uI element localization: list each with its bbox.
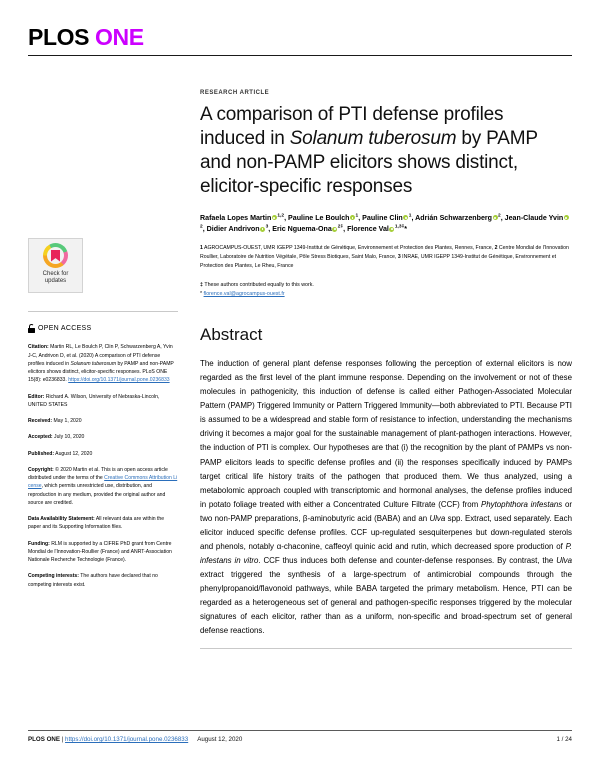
- author-separator: ,: [411, 213, 416, 222]
- affiliation-text: AGROCAMPUS-OUEST, UMR IGEPP 1349-Institut de Génétique, Environnement et Protection des Plantes, Rennes, France,: [202, 244, 495, 251]
- plos-one-logo: [28, 26, 572, 49]
- author-separator: *: [404, 225, 408, 234]
- received-block: [28, 417, 178, 425]
- author-name: Pauline Le Boulch: [288, 213, 350, 222]
- accepted-block: [28, 433, 178, 441]
- text-run: spp. Extract, used separately. Each elicitor induced specific defense profiles. CCF up-regulated sesquiterpenes but down-regulated sterols and phenols, notably α-chaconine, caffeoyl quinic acid and rutin, which decreased spore production of: [200, 513, 572, 551]
- footer-doi-link[interactable]: https://doi.org/10.1371/journal.pone.0236833: [65, 736, 189, 743]
- page-title: [200, 103, 572, 199]
- competing-interests-block: [28, 572, 178, 589]
- affiliation-text: INRAE, UMR IGEPP 1349-Institut de Génétique, Environnement et Protection des Plantes, Le Rheu, France: [200, 253, 557, 269]
- footer-date: August 12, 2020: [197, 736, 243, 743]
- editor-block: [28, 393, 178, 410]
- text-run: A comparison of PTI defense profiles induced in: [200, 104, 504, 149]
- italic-run: Ulva: [429, 513, 446, 523]
- editor-label: Editor:: [28, 393, 45, 400]
- author-separator: ,: [343, 225, 348, 234]
- open-lock-icon: [28, 324, 35, 333]
- affiliation-list: [200, 244, 572, 271]
- funding-text: RLM is supported by a CIFRE PhD grant from Centre Mondial de l'Innovation-Roullier (France) and ANRT-Association Nationale Recherche Technologie (France).: [28, 540, 172, 564]
- logo-plos-text: PLOS: [28, 24, 90, 50]
- author-list: [200, 213, 572, 236]
- abstract-body: [200, 357, 572, 638]
- author-affiliation-marker: 2‡: [337, 224, 344, 230]
- equal-contribution-note: [200, 281, 572, 290]
- funding-block: [28, 540, 178, 565]
- orcid-icon[interactable]: [350, 215, 355, 220]
- article-type-kicker: RESEARCH ARTICLE: [200, 90, 270, 96]
- data-availability-label: Data Availability Statement:: [28, 516, 95, 523]
- orcid-icon[interactable]: [272, 215, 277, 220]
- open-access-badge: [28, 323, 178, 334]
- corresponding-email-link[interactable]: florence.val@agrocampus-ouest.fr: [203, 290, 285, 297]
- italic-run: Ulva: [556, 555, 572, 565]
- masthead: [28, 26, 572, 56]
- author-affiliation-marker: 2: [200, 224, 203, 230]
- main-column: [200, 90, 572, 649]
- published-date: August 12, 2020: [54, 450, 93, 457]
- received-date: May 1, 2020: [52, 418, 82, 425]
- corresponding-marker: *: [200, 290, 203, 297]
- author-name: Rafaela Lopes Martin: [200, 213, 272, 222]
- author-notes: [200, 281, 572, 300]
- orcid-icon[interactable]: [389, 227, 394, 232]
- citation-block: [28, 343, 178, 384]
- copyright-block: [28, 466, 178, 507]
- text-run: extract triggered the synthesis of a large-spectrum of antimicrobial compounds through the phenylpropanoid/flavonoid pathways, while BABA targeted the primary metabolism. Hence, PTI can be regarded as a heterogeneous set of general and pathogen-specific responses triggered by the molecular signatures of each elicitor, rather than as a uniform, non-specific and broad-spectrum set of general defense reactions.: [200, 570, 572, 636]
- page-footer: [28, 730, 572, 743]
- cc-license-link[interactable]: Creative Commons Attribution License: [28, 475, 178, 490]
- author-separator: ,: [202, 225, 207, 234]
- bookmark-flag-icon: [51, 250, 60, 262]
- data-availability-text: All relevant data are within the paper and its Supporting Information files.: [28, 516, 165, 531]
- crossmark-ring-icon: [43, 243, 68, 268]
- citation-species: Solanum tuberosum: [70, 360, 117, 367]
- footer-separator: |: [59, 736, 66, 743]
- text-run: The induction of general plant defense responses following the perception of external elicitors is now regarded as the first level of the plant immune response. Depending on the involvement or not of these molecules in pathogenicity, this induction of defense is called either Pathogen-Associated Molecular Pattern (PAMP) Triggered Immunity or Pattern Triggered Immunity—both abbreviated to PTI. Because PTI is assumed to be a widespread and stable form of resistance to infection, understanding the mechanisms driving it becomes a major goal for the sustainable management of plant-pathogen interactions. However, the induction of PTI is complex. Our hypotheses are that (i) the recognition by the plant of PAMPs vs non-PAMP elicitors leads to specific defense profiles and (ii) the responses specifically induced by PAMPs target critical life history traits of the pathogen that produced them. We thus analyzed, using a metabolomic approach coupled with transcriptomic and hormonal analyses, the defense profiles induced in potato foliage treated with either a Concentrated Culture Filtrate (CCF) from: [200, 359, 572, 509]
- author-name: Eric Nguema-Ona: [272, 225, 332, 234]
- text-run: . CCF thus induces both defense and counter-defense responses. By contrast, the: [258, 555, 557, 565]
- accepted-label: Accepted:: [28, 434, 53, 441]
- orcid-icon[interactable]: [564, 215, 569, 220]
- orcid-icon[interactable]: [403, 215, 408, 220]
- text-run: or two non-PAMP preparations, β-aminobutyric acid (BABA) and an: [200, 499, 573, 523]
- logo-one-text: ONE: [95, 24, 144, 50]
- abstract-bottom-divider: [200, 648, 572, 649]
- footer-citation: [28, 736, 242, 743]
- author-name: Pauline Clin: [362, 213, 403, 222]
- footer-page-number: 1 / 24: [556, 736, 572, 743]
- affiliation-text: Centre Mondial de l'Innovation Roullier, Laboratoire de Nutrition Végétale, Pôle Stress Biotiques, Saint Malo, France,: [200, 244, 569, 260]
- orcid-icon[interactable]: [332, 227, 337, 232]
- affiliation-number: 3: [397, 253, 401, 260]
- corresponding-author-note: [200, 290, 572, 299]
- affiliation-number: 2: [494, 244, 498, 251]
- author-name: Florence Val: [347, 225, 389, 234]
- author-separator: ,: [268, 225, 273, 234]
- crossmark-badge[interactable]: [28, 238, 83, 293]
- editor-text: Richard A. Wilson, University of Nebraska-Lincoln, UNITED STATES: [28, 393, 160, 408]
- published-block: [28, 450, 178, 458]
- open-access-label: OPEN ACCESS: [38, 325, 92, 332]
- citation-label: Citation:: [28, 344, 49, 351]
- equal-contribution-text: These authors contributed equally to this work.: [204, 281, 314, 288]
- author-affiliation-marker: 1,3‡: [394, 224, 405, 230]
- italic-run: P. infestans in vitro: [200, 541, 572, 565]
- abstract-heading: Abstract: [200, 325, 263, 345]
- author-affiliation-marker: 1: [408, 213, 412, 219]
- author-affiliation-marker: 1: [355, 213, 359, 219]
- crossmark-label-line2: updates: [44, 278, 67, 285]
- italic-run: Solanum tuberosum: [289, 127, 457, 149]
- citation-text-pre: Martin RL, Le Boulch P, Clin P, Schwarzenberg A, Yvin J-C, Andrivon D, et al. (2020) A comparison of PTI defense profiles induced in: [28, 344, 173, 367]
- italic-run: Phytophthora infestans: [481, 499, 563, 509]
- sidebar: [28, 238, 178, 597]
- citation-doi-link[interactable]: https://doi.org/10.1371/journal.pone.0236833: [68, 377, 170, 384]
- crossmark-label: [43, 271, 69, 285]
- footer-journal-name: PLOS ONE: [28, 736, 60, 743]
- author-name: Adrián Schwarzenberg: [415, 213, 493, 222]
- funding-label: Funding:: [28, 540, 50, 547]
- author-name: Didier Andrivon: [206, 225, 260, 234]
- author-separator: ,: [500, 213, 505, 222]
- copyright-text-pre: © 2020 Martin et al. This is an open access article distributed under the terms of the: [28, 466, 168, 482]
- author-affiliation-marker: 3: [265, 224, 269, 230]
- orcid-icon[interactable]: [260, 227, 265, 232]
- accepted-date: July 10, 2020: [52, 434, 85, 441]
- copyright-text-post: , which permits unrestricted use, distribution, and reproduction in any medium, provided the original author and source are credited.: [28, 483, 166, 506]
- author-affiliation-marker: 2: [498, 213, 501, 219]
- author-separator: ,: [358, 213, 363, 222]
- footer-divider: [28, 730, 572, 731]
- crossmark-label-line1: Check for: [42, 271, 69, 277]
- received-label: Received:: [28, 418, 53, 425]
- masthead-divider: [28, 55, 572, 56]
- competing-interests-label: Competing interests:: [28, 573, 79, 580]
- author-name: Jean-Claude Yvin: [504, 213, 564, 222]
- equal-contribution-marker: ‡: [200, 281, 203, 288]
- competing-interests-text: The authors have declared that no competing interests exist.: [28, 573, 158, 588]
- published-label: Published:: [28, 450, 55, 457]
- orcid-icon[interactable]: [493, 215, 498, 220]
- data-availability-block: [28, 515, 178, 532]
- text-run: by PAMP and non-PAMP elicitors shows distinct, elicitor-specific responses: [200, 127, 538, 197]
- citation-text-post: by PAMP and non-PAMP elicitors shows distinct, elicitor-specific responses. PLoS ONE 15(8): e0236833.: [28, 360, 174, 384]
- copyright-label: Copyright:: [28, 466, 54, 473]
- author-affiliation-marker: 1,2: [277, 213, 285, 219]
- sidebar-divider: [28, 311, 178, 312]
- affiliation-number: 1: [200, 244, 203, 251]
- author-separator: ,: [284, 213, 289, 222]
